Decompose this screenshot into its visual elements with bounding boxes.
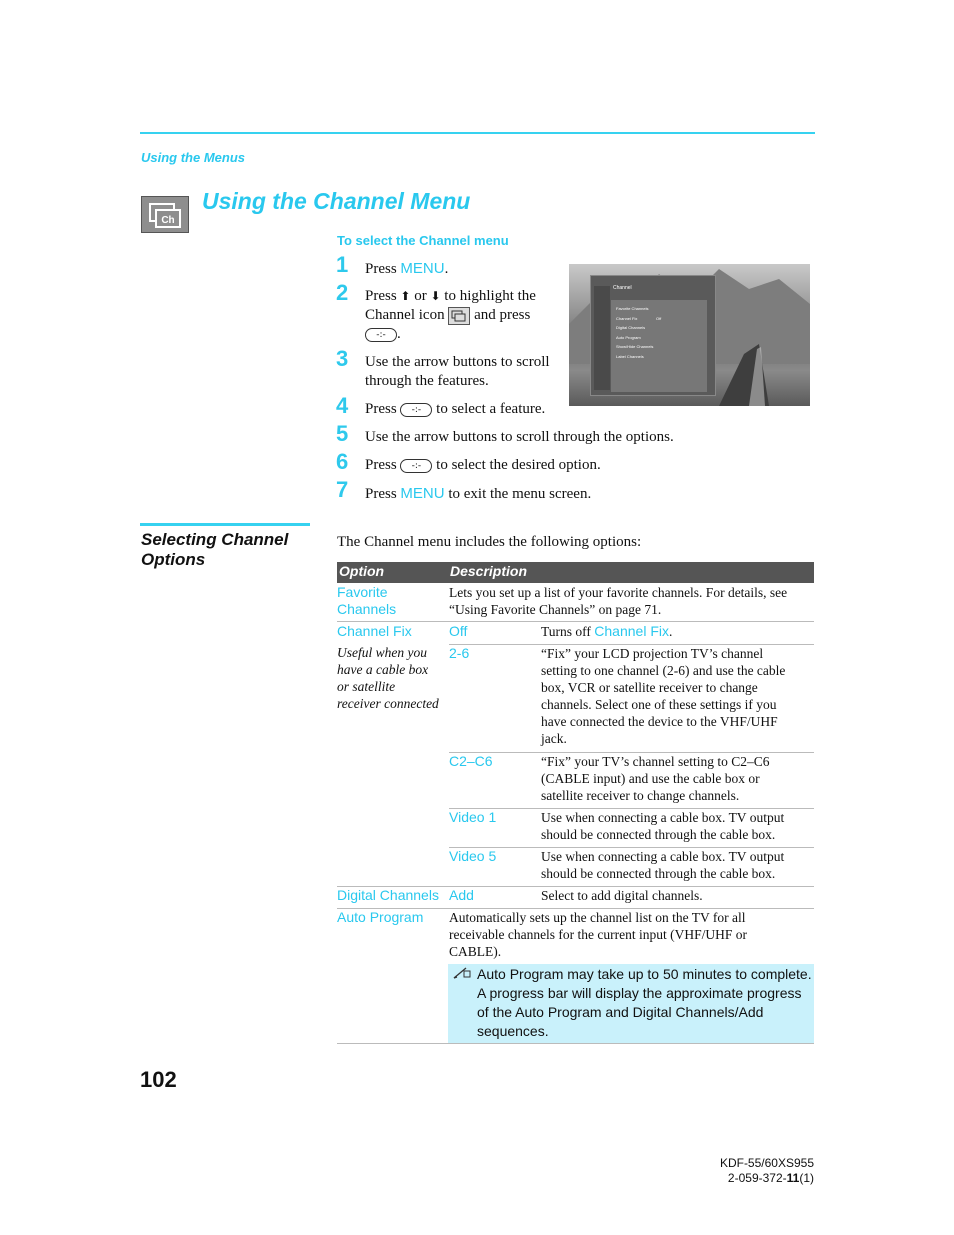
step-6-text: Press -:- to select the desired option. bbox=[365, 457, 601, 473]
col-description: Description bbox=[450, 563, 528, 579]
section-heading: Selecting Channel Options bbox=[141, 530, 289, 569]
arrow-down-icon: ⬇ bbox=[430, 289, 441, 303]
step-number: 4 bbox=[336, 393, 349, 418]
channel-icon bbox=[141, 196, 189, 233]
value-off: Off bbox=[449, 623, 468, 639]
arrow-up-icon: ⬆ bbox=[400, 289, 411, 303]
desc-favorite-channels: Lets you set up a list of your favorite channels. For details, see “Using Favorite Channels” on page 71. bbox=[449, 585, 788, 617]
menu-key-label: MENU bbox=[400, 260, 445, 277]
step-number: 5 bbox=[336, 421, 349, 446]
instructions-heading: To select the Channel menu bbox=[337, 233, 509, 248]
step-5-text: Use the arrow buttons to scroll through the options. bbox=[365, 429, 674, 445]
step-2-text: Press ⬆ or ⬇ to highlight the Channel icon and press -:- . bbox=[365, 288, 536, 342]
select-button-icon: -:- bbox=[365, 328, 397, 342]
table-rule bbox=[337, 621, 814, 622]
table-header bbox=[337, 562, 814, 583]
option-channel-fix: Channel Fix bbox=[337, 623, 412, 639]
desc-auto-program: Automatically sets up the channel list on the TV for all receivable channels for the current input (VHF/UHF or CABLE). bbox=[449, 910, 748, 959]
value-2-6: 2-6 bbox=[449, 645, 470, 661]
value-video-5: Video 5 bbox=[449, 848, 497, 864]
step-number: 7 bbox=[336, 477, 349, 502]
tv-menu-screenshot bbox=[569, 264, 810, 406]
option-favorite-channels: Favorite Channels bbox=[337, 584, 397, 617]
svg-text:Ch: Ch bbox=[161, 215, 175, 226]
desc-video-1: Use when connecting a cable box. TV output should be connected through the cable box. bbox=[541, 810, 785, 842]
desc-video-5: Use when connecting a cable box. TV output should be connected through the cable box. bbox=[541, 849, 785, 881]
channel-fix-note: Useful when you have a cable box or satellite receiver connected bbox=[337, 645, 439, 711]
value-add: Add bbox=[449, 887, 474, 903]
note-pencil-icon bbox=[452, 966, 472, 985]
step-number: 3 bbox=[336, 346, 349, 371]
note-text: Auto Program may take up to 50 minutes to complete. A progress bar will display the approximate progress of the Auto Program and Digital Channels/Add sequences. bbox=[477, 966, 812, 1039]
page-title: Using the Channel Menu bbox=[202, 188, 471, 214]
desc-2-6: “Fix” your LCD projection TV’s channel setting to one channel (2-6) and use the cable box, VCR or satellite receiver to change channels. Select one of these settings if you have connected the device to the VHF/UHF jack. bbox=[541, 646, 786, 746]
step-3-text: Use the arrow buttons to scroll through the features. bbox=[365, 354, 550, 389]
col-option: Option bbox=[339, 563, 385, 579]
tv-menu-title: Channel bbox=[613, 285, 632, 291]
value-video-1: Video 1 bbox=[449, 809, 497, 825]
option-digital-channels: Digital Channels bbox=[337, 887, 439, 903]
desc-digital-channels: Select to add digital channels. bbox=[541, 888, 703, 903]
tv-menu-items: Favorite Channels Channel Fix Off Digital Channels Auto Program Show/Hide Channels Label Channels bbox=[616, 306, 662, 359]
page-number: 102 bbox=[140, 1067, 177, 1092]
table-bottom-rule bbox=[337, 1043, 814, 1044]
value-c2-c6: C2–C6 bbox=[449, 753, 493, 769]
step-number: 1 bbox=[336, 252, 349, 277]
desc-off: Turns off Channel Fix. bbox=[541, 623, 673, 639]
menu-key-label: MENU bbox=[400, 485, 445, 502]
select-button-icon: -:- bbox=[400, 459, 432, 473]
footer: KDF-55/60XS955 2-059-372-11(1) bbox=[719, 1156, 814, 1185]
header-rule bbox=[140, 132, 815, 134]
intro-text: The Channel menu includes the following options: bbox=[337, 534, 642, 550]
running-header: Using the Menus bbox=[141, 150, 246, 165]
option-auto-program: Auto Program bbox=[337, 909, 424, 925]
section-rule bbox=[140, 523, 310, 526]
channel-menu-icon bbox=[448, 307, 470, 325]
step-7-text: Press MENU to exit the menu screen. bbox=[365, 485, 592, 502]
select-button-icon: -:- bbox=[400, 403, 432, 417]
step-1-text: Press MENU. bbox=[365, 260, 449, 277]
step-4-text: Press -:- to select a feature. bbox=[365, 401, 546, 417]
step-number: 2 bbox=[336, 280, 349, 305]
step-number: 6 bbox=[336, 449, 349, 474]
desc-c2-c6: “Fix” your TV’s channel setting to C2–C6 (CABLE input) and use the cable box or satellite receiver to change channels. bbox=[541, 754, 770, 803]
